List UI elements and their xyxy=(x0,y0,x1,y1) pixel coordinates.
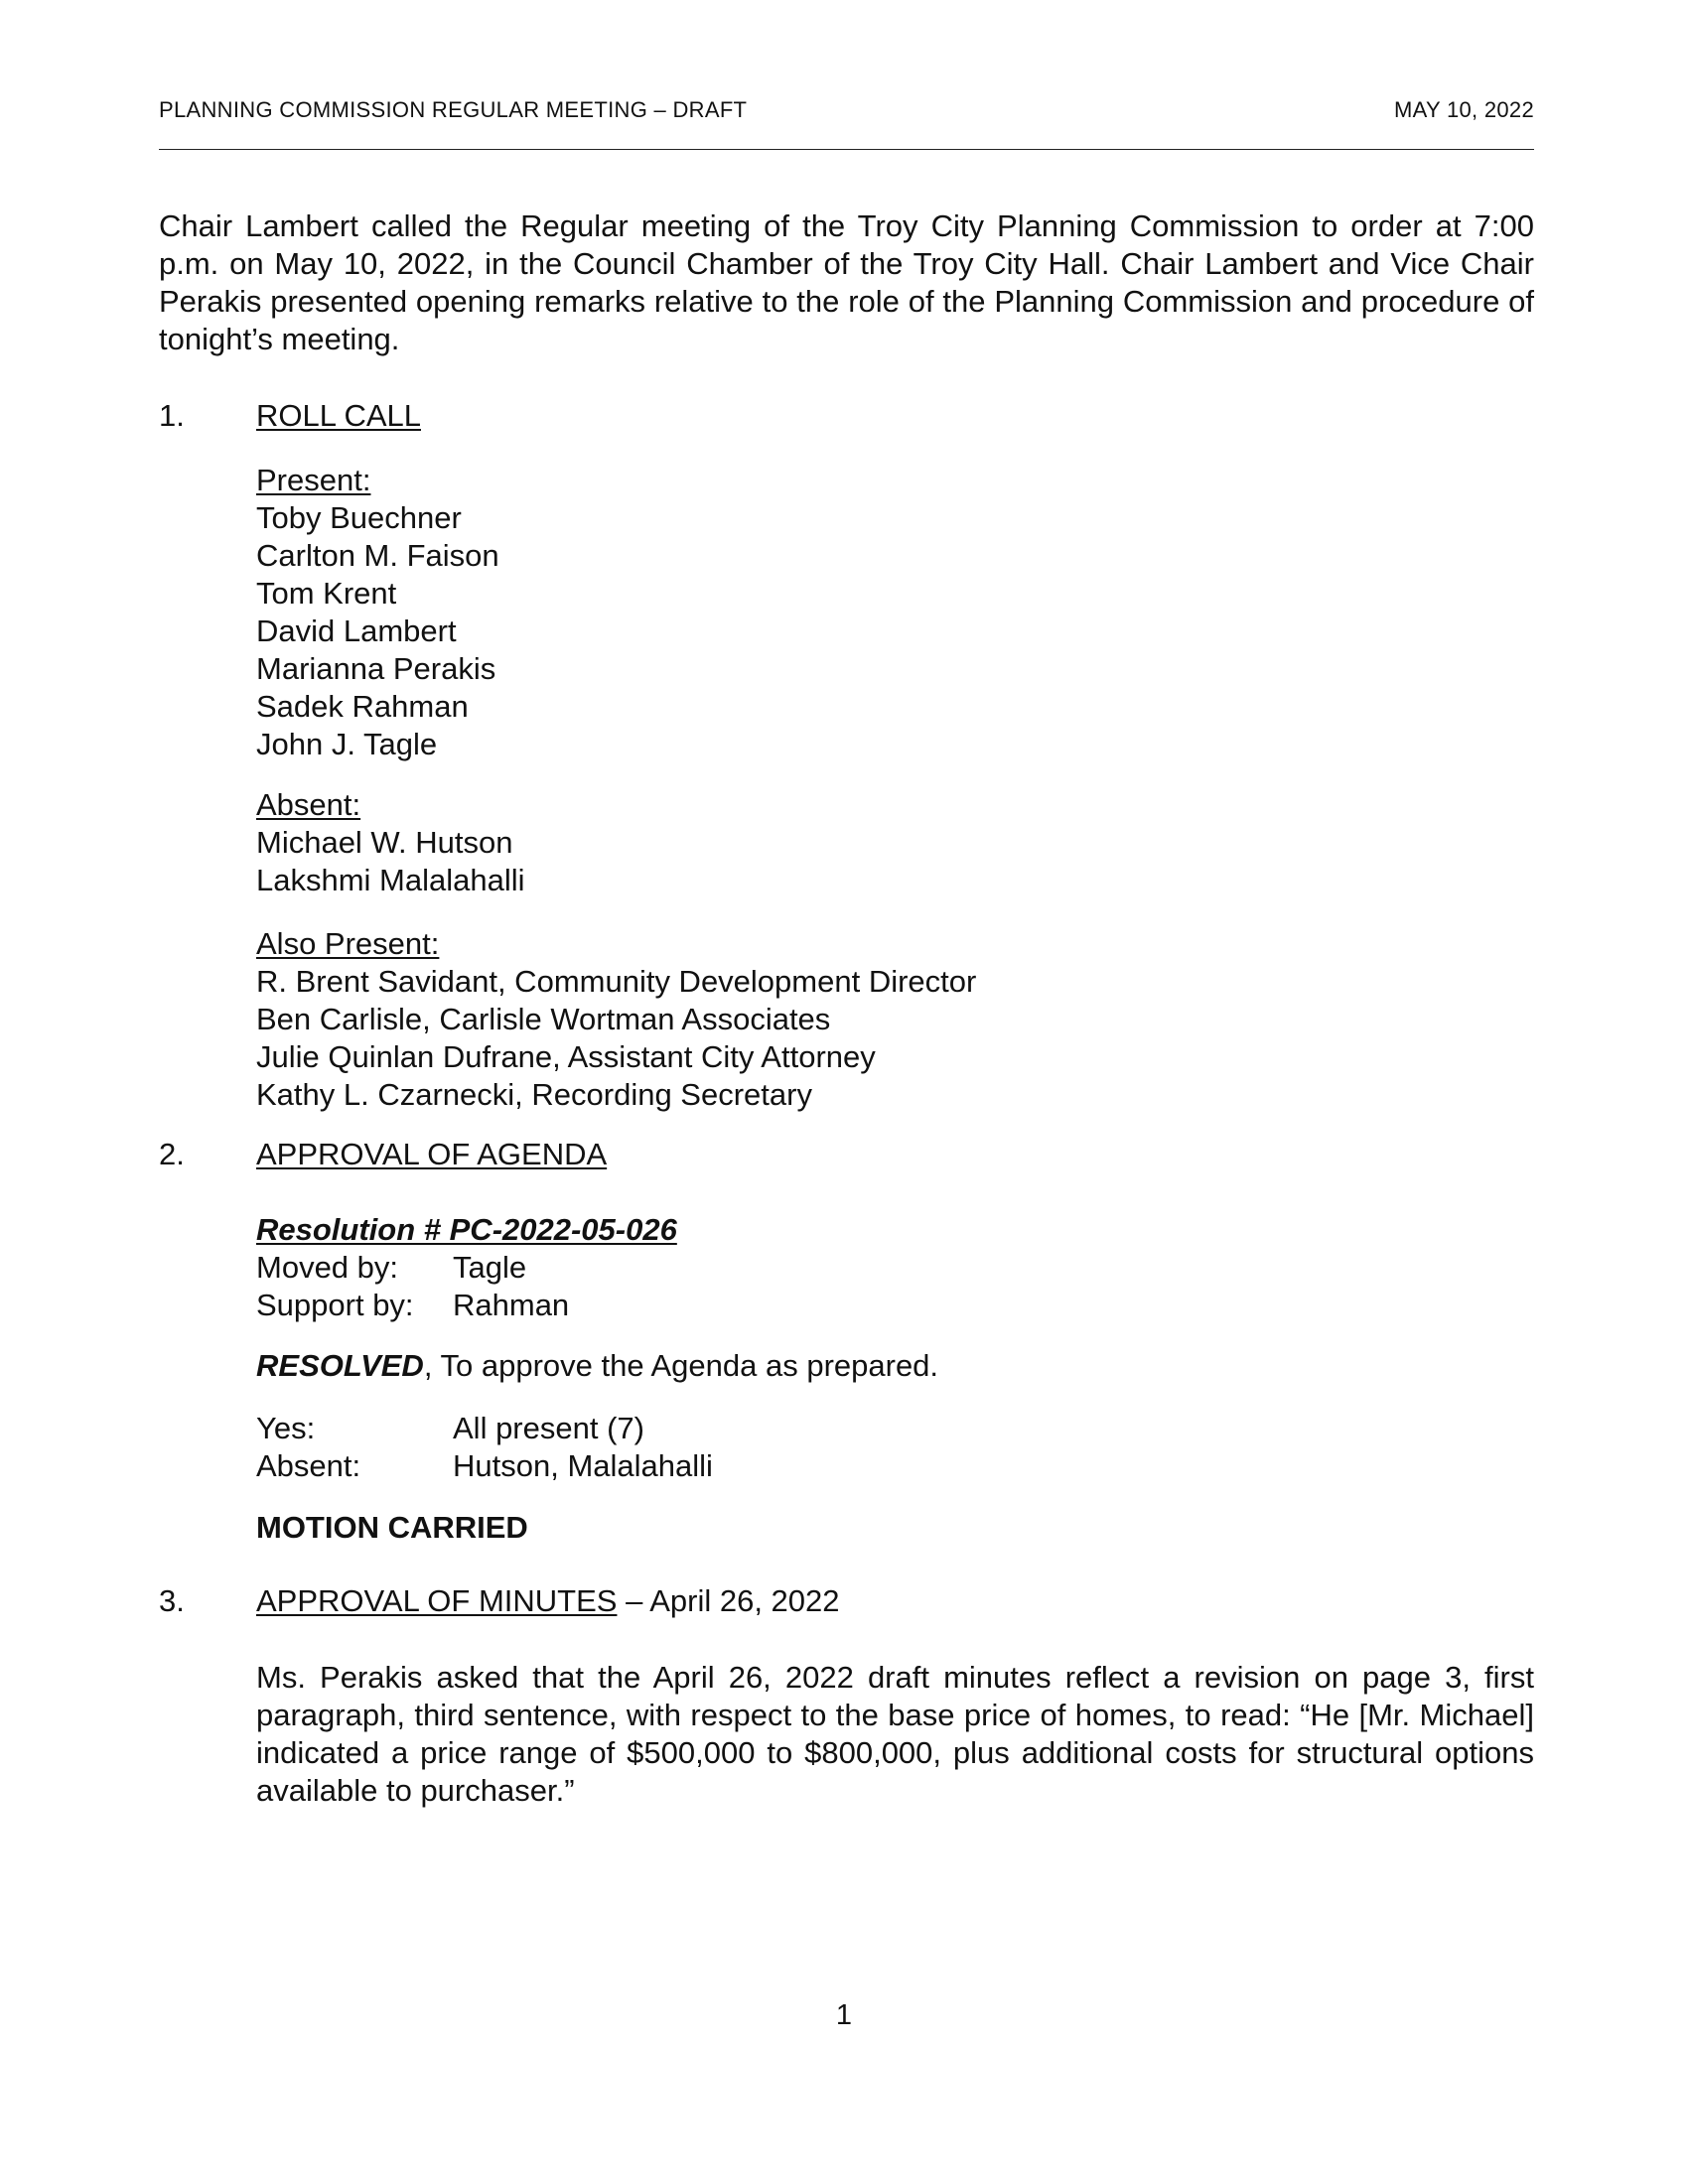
present-member: Marianna Perakis xyxy=(256,651,496,686)
vote-absent-label: Absent: xyxy=(256,1448,361,1483)
section-3-title: APPROVAL OF MINUTES xyxy=(256,1583,618,1618)
resolution-number: Resolution # PC-2022-05-026 xyxy=(256,1212,677,1247)
present-label: Present: xyxy=(256,463,371,497)
resolved-text: , To approve the Agenda as prepared. xyxy=(423,1348,939,1383)
page-header xyxy=(159,97,1534,123)
present-member: John J. Tagle xyxy=(256,727,438,761)
support-by-label: Support by: xyxy=(256,1288,414,1322)
header-rule xyxy=(159,149,1534,150)
moved-by-row xyxy=(256,1249,1051,1287)
vote-yes-label: Yes: xyxy=(256,1411,316,1445)
present-member: Carlton M. Faison xyxy=(256,538,499,573)
also-present-list xyxy=(256,925,976,1114)
vote-yes-value: All present (7) xyxy=(453,1411,644,1445)
header-date: MAY 10, 2022 xyxy=(1394,97,1534,122)
minutes-revision-paragraph: Ms. Perakis asked that the April 26, 2022 draft minutes reflect a revision on page 3, first paragraph, third sentence, with respect to the base price of homes, to read: “He [Mr. Michael] indicated a price range of $500,000 to $800,000, plus additional costs for structural options available to purchaser.” xyxy=(256,1660,1534,1808)
section-3-heading xyxy=(256,1582,840,1620)
vote-block xyxy=(256,1410,1051,1485)
section-1-number: 1. xyxy=(159,398,185,433)
also-present-member: Ben Carlisle, Carlisle Wortman Associates xyxy=(256,1002,831,1036)
absent-member: Michael W. Hutson xyxy=(256,825,513,860)
support-by-value: Rahman xyxy=(453,1288,570,1322)
resolution-block xyxy=(256,1211,1051,1324)
absent-member: Lakshmi Malalahalli xyxy=(256,863,525,897)
motion-carried: MOTION CARRIED xyxy=(256,1510,528,1545)
vote-absent-row xyxy=(256,1447,1051,1485)
present-member: Tom Krent xyxy=(256,576,397,611)
section-2-title: APPROVAL OF AGENDA xyxy=(256,1137,608,1171)
also-present-member: Kathy L. Czarnecki, Recording Secretary xyxy=(256,1077,812,1112)
absent-list xyxy=(256,786,525,899)
moved-by-label: Moved by: xyxy=(256,1250,399,1285)
page-number: 1 xyxy=(835,1999,853,2031)
intro-paragraph: Chair Lambert called the Regular meeting of the Troy City Planning Commission to order at 7:00 p.m. on May 10, 2022, in the Council Chamber of the Troy City Hall. Chair Lambert and Vice Chair Perakis presented opening remarks relative to the role of the Planning Commission and procedure of tonight’s meeting. xyxy=(159,208,1534,356)
present-member: Toby Buechner xyxy=(256,500,462,535)
absent-label: Absent: xyxy=(256,787,361,822)
moved-by-value: Tagle xyxy=(453,1250,527,1285)
support-by-row xyxy=(256,1287,1051,1324)
section-2-number: 2. xyxy=(159,1137,185,1171)
header-title: PLANNING COMMISSION REGULAR MEETING – DRAFT xyxy=(159,97,748,122)
section-3-title-suffix: – April 26, 2022 xyxy=(617,1583,840,1618)
also-present-label: Also Present: xyxy=(256,926,440,961)
vote-yes-row xyxy=(256,1410,1051,1447)
also-present-member: Julie Quinlan Dufrane, Assistant City Attorney xyxy=(256,1039,876,1074)
section-1-title: ROLL CALL xyxy=(256,398,421,433)
present-list xyxy=(256,462,499,763)
present-member: Sadek Rahman xyxy=(256,689,469,724)
present-member: David Lambert xyxy=(256,614,457,648)
section-3-number: 3. xyxy=(159,1583,185,1618)
also-present-member: R. Brent Savidant, Community Development Director xyxy=(256,964,977,999)
resolved-statement xyxy=(256,1347,938,1385)
resolved-keyword: RESOLVED xyxy=(256,1348,424,1383)
vote-absent-value: Hutson, Malalahalli xyxy=(453,1448,713,1483)
